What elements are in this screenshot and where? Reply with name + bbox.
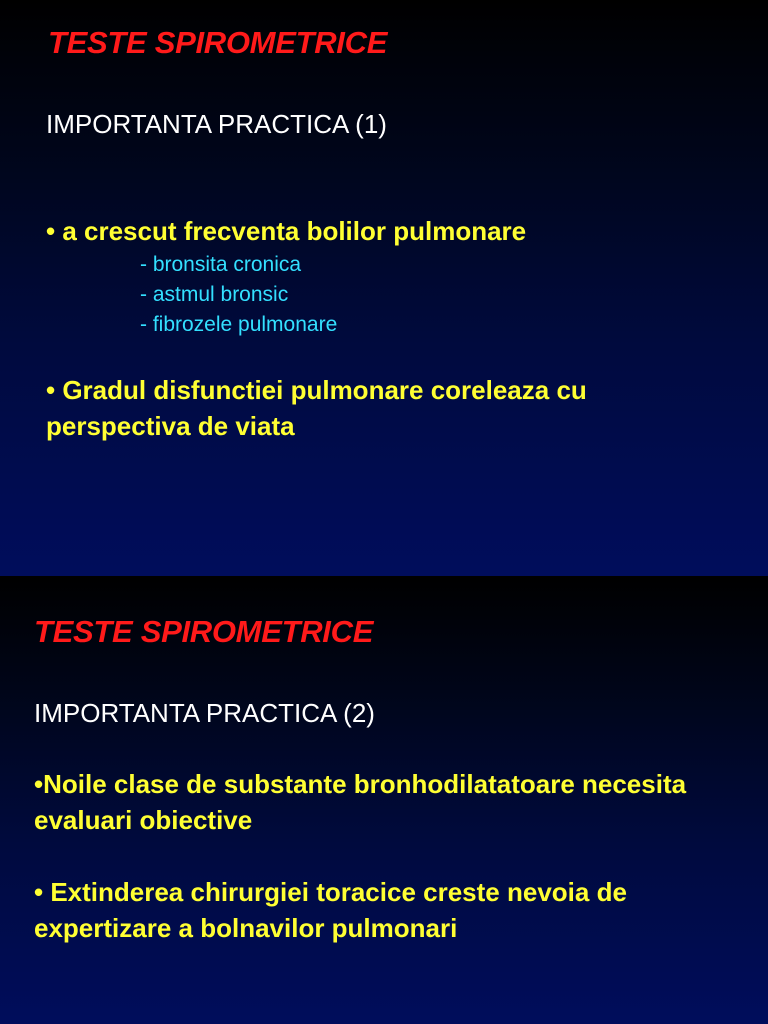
slide-title: TESTE SPIROMETRICE — [48, 25, 388, 60]
bullet-point: • a crescut frecventa bolilor pulmonare — [46, 216, 527, 246]
bullet-point: •Noile clase de substante bronhodilatatoare necesita evaluari obiective — [34, 769, 687, 835]
slide-heading: IMPORTANTA PRACTICA (2) — [34, 698, 375, 728]
sub-item: - astmul bronsic — [140, 283, 289, 306]
slide-2 — [0, 576, 768, 1024]
sub-item: - bronsita cronica — [140, 253, 302, 276]
sub-item: - fibrozele pulmonare — [140, 313, 338, 336]
slide-title: TESTE SPIROMETRICE — [34, 614, 374, 649]
bullet-point: • Gradul disfunctiei pulmonare coreleaza cu perspectiva de viata — [46, 375, 587, 441]
slide-heading: IMPORTANTA PRACTICA (1) — [46, 109, 387, 139]
bullet-point: • Extinderea chirurgiei toracice creste nevoia de expertizare a bolnavilor pulmonari — [34, 877, 627, 943]
